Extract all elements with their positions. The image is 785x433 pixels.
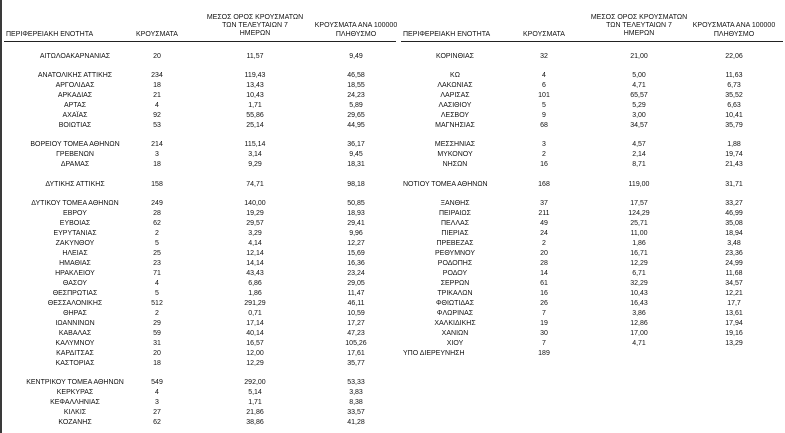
cases-cell: 59: [153, 330, 161, 337]
per100k-cell: 34,57: [725, 280, 743, 287]
avg-7day-cell: 25,14: [246, 122, 264, 129]
region-name-cell: ΥΠΟ ΔΙΕΡΕΥΝΗΣΗ: [403, 350, 465, 357]
table-row: [0, 52, 785, 61]
cases-cell: 4: [542, 72, 546, 79]
table-row: [0, 299, 785, 308]
per100k-cell: 41,28: [347, 419, 365, 426]
avg-7day-cell: 17,57: [630, 200, 648, 207]
avg-7day-cell: 40,14: [246, 330, 264, 337]
region-name-cell: ΘΗΡΑΣ: [63, 310, 87, 317]
region-name-cell: ΗΛΕΙΑΣ: [62, 250, 88, 257]
region-name-cell: ΣΕΡΡΩΝ: [440, 280, 470, 287]
table-row: [0, 209, 785, 218]
header-per100k-1-right: ΚΡΟΥΣΜΑΤΑ ΑΝΑ 100000: [692, 22, 776, 29]
cases-cell: 2: [542, 240, 546, 247]
per100k-cell: 18,94: [725, 230, 743, 237]
avg-7day-cell: 119,43: [244, 72, 266, 79]
region-name-cell: ΑΙΤΩΛΟΑΚΑΡΝΑΝΙΑΣ: [39, 53, 111, 60]
table-row: [0, 418, 785, 427]
per100k-cell: 29,65: [347, 112, 365, 119]
avg-7day-cell: 5,14: [248, 389, 262, 396]
per100k-cell: 15,69: [347, 250, 365, 257]
cases-cell: 18: [153, 161, 161, 168]
avg-7day-cell: 65,57: [630, 92, 648, 99]
per100k-cell: 98,18: [347, 181, 365, 188]
region-name-cell: ΒΟΙΩΤΙΑΣ: [58, 122, 92, 129]
per100k-cell: 50,85: [347, 200, 365, 207]
per100k-cell: 24,23: [347, 92, 365, 99]
region-name-cell: ΚΟΡΙΝΘΙΑΣ: [436, 53, 474, 60]
cases-cell: 29: [153, 320, 161, 327]
table-row: [0, 279, 785, 288]
region-name-cell: ΕΥΡΥΤΑΝΙΑΣ: [53, 230, 97, 237]
region-name-cell: ΡΟΔΟΠΗΣ: [437, 260, 473, 267]
per100k-cell: 21,43: [725, 161, 743, 168]
avg-7day-cell: 25,71: [630, 220, 648, 227]
cases-cell: 158: [151, 181, 163, 188]
cases-cell: 5: [155, 290, 159, 297]
per100k-cell: 9,96: [349, 230, 363, 237]
per100k-cell: 47,23: [347, 330, 365, 337]
per100k-cell: 17,61: [347, 350, 365, 357]
per100k-cell: 29,05: [347, 280, 365, 287]
region-name-cell: ΔΥΤΙΚΟΥ ΤΟΜΕΑ ΑΘΗΝΩΝ: [31, 200, 119, 207]
per100k-cell: 6,73: [727, 82, 741, 89]
avg-7day-cell: 4,71: [632, 82, 646, 89]
region-name-cell: ΑΡΤΑΣ: [63, 102, 87, 109]
cases-cell: 20: [153, 53, 161, 60]
table-row: [0, 180, 785, 189]
region-name-cell: ΒΟΡΕΙΟΥ ΤΟΜΕΑ ΑΘΗΝΩΝ: [30, 141, 120, 148]
table-row: [0, 111, 785, 120]
cases-cell: 28: [540, 260, 548, 267]
region-name-cell: ΦΛΩΡΙΝΑΣ: [436, 310, 474, 317]
avg-7day-cell: 38,86: [246, 419, 264, 426]
avg-7day-cell: 74,71: [246, 181, 264, 188]
region-name-cell: ΧΙΟΥ: [446, 340, 464, 347]
avg-7day-cell: 1,86: [632, 240, 646, 247]
table-row: [0, 140, 785, 149]
cases-cell: 25: [153, 250, 161, 257]
table-row: [0, 329, 785, 338]
per100k-cell: 46,58: [347, 72, 365, 79]
avg-7day-cell: 4,71: [632, 340, 646, 347]
region-name-cell: ΠΙΕΡΙΑΣ: [441, 230, 469, 237]
avg-7day-cell: 34,57: [630, 122, 648, 129]
per100k-cell: 17,27: [347, 320, 365, 327]
header-region: ΠΕΡΙΦΕΡΕΙΑΚΗ ΕΝΟΤΗΤΑ: [6, 31, 94, 38]
region-name-cell: ΜΑΓΝΗΣΙΑΣ: [435, 122, 475, 129]
per100k-cell: 22,06: [725, 53, 743, 60]
cases-cell: 21: [153, 92, 161, 99]
cases-cell: 28: [153, 210, 161, 217]
region-name-cell: ΚΑΣΤΟΡΙΑΣ: [55, 360, 95, 367]
avg-7day-cell: 16,71: [630, 250, 648, 257]
per100k-cell: 105,26: [345, 340, 367, 347]
region-name-cell: ΕΒΡΟΥ: [63, 210, 87, 217]
per100k-cell: 33,57: [347, 409, 365, 416]
region-name-cell: ΜΕΣΣΗΝΙΑΣ: [434, 141, 476, 148]
avg-7day-cell: 5,00: [632, 72, 646, 79]
avg-7day-cell: 292,00: [244, 379, 266, 386]
table-row: [0, 269, 785, 278]
header-avg-3: ΗΜΕΡΩΝ: [239, 30, 271, 37]
per100k-cell: 12,27: [347, 240, 365, 247]
region-name-cell: ΚΑΡΔΙΤΣΑΣ: [56, 350, 94, 357]
avg-7day-cell: 4,14: [248, 240, 262, 247]
header-avg-1: ΜΕΣΟΣ ΟΡΟΣ ΚΡΟΥΣΜΑΤΩΝ: [206, 14, 304, 21]
per100k-cell: 23,36: [725, 250, 743, 257]
per100k-cell: 5,89: [349, 102, 363, 109]
per100k-cell: 18,31: [347, 161, 365, 168]
per100k-cell: 18,55: [347, 82, 365, 89]
cases-cell: 20: [153, 350, 161, 357]
avg-7day-cell: 140,00: [244, 200, 266, 207]
region-name-cell: ΑΧΑΪΑΣ: [62, 112, 88, 119]
region-name-cell: ΧΑΛΚΙΔΙΚΗΣ: [434, 320, 476, 327]
cases-cell: 6: [542, 82, 546, 89]
region-name-cell: ΚΕΝΤΡΙΚΟΥ ΤΟΜΕΑ ΑΘΗΝΩΝ: [26, 379, 124, 386]
per100k-cell: 11,47: [347, 290, 365, 297]
per100k-cell: 23,24: [347, 270, 365, 277]
header-per100k-1: ΚΡΟΥΣΜΑΤΑ ΑΝΑ 100000: [314, 22, 398, 29]
region-name-cell: ΘΕΣΠΡΩΤΙΑΣ: [52, 290, 98, 297]
region-name-cell: ΔΡΑΜΑΣ: [60, 161, 90, 168]
cases-cell: 26: [540, 300, 548, 307]
per100k-cell: 44,95: [347, 122, 365, 129]
avg-7day-cell: 8,71: [632, 161, 646, 168]
avg-7day-cell: 119,00: [628, 181, 650, 188]
cases-cell: 214: [151, 141, 163, 148]
cases-cell: 62: [153, 220, 161, 227]
region-name-cell: ΞΑΝΘΗΣ: [440, 200, 470, 207]
per100k-cell: 9,49: [349, 53, 363, 60]
avg-7day-cell: 14,14: [246, 260, 264, 267]
avg-7day-cell: 55,86: [246, 112, 264, 119]
per100k-cell: 3,83: [349, 389, 363, 396]
region-name-cell: ΘΕΣΣΑΛΟΝΙΚΗΣ: [47, 300, 103, 307]
cases-cell: 16: [540, 161, 548, 168]
table-row: [0, 249, 785, 258]
header-cases: ΚΡΟΥΣΜΑΤΑ: [136, 31, 178, 38]
avg-7day-cell: 10,43: [630, 290, 648, 297]
avg-7day-cell: 3,86: [632, 310, 646, 317]
region-name-cell: ΛΕΣΒΟΥ: [440, 112, 470, 119]
cases-cell: 14: [540, 270, 548, 277]
avg-7day-cell: 9,29: [248, 161, 262, 168]
region-name-cell: ΔΥΤΙΚΗΣ ΑΤΤΙΚΗΣ: [45, 181, 105, 188]
cases-cell: 18: [153, 360, 161, 367]
region-name-cell: ΑΡΚΑΔΙΑΣ: [57, 92, 93, 99]
region-name-cell: ΚΙΛΚΙΣ: [63, 409, 87, 416]
avg-7day-cell: 3,00: [632, 112, 646, 119]
region-name-cell: ΑΝΑΤΟΛΙΚΗΣ ΑΤΤΙΚΗΣ: [37, 72, 113, 79]
cases-cell: 168: [538, 181, 550, 188]
cases-cell: 512: [151, 300, 163, 307]
avg-7day-cell: 5,29: [632, 102, 646, 109]
cases-cell: 2: [155, 230, 159, 237]
table-row: [0, 199, 785, 208]
cases-cell: 3: [155, 399, 159, 406]
avg-7day-cell: 124,29: [628, 210, 650, 217]
cases-cell: 62: [153, 419, 161, 426]
cases-cell: 211: [538, 210, 550, 217]
cases-cell: 16: [540, 290, 548, 297]
header-avg-1-right: ΜΕΣΟΣ ΟΡΟΣ ΚΡΟΥΣΜΑΤΩΝ: [590, 14, 688, 21]
region-name-cell: ΗΜΑΘΙΑΣ: [59, 260, 91, 267]
cases-cell: 7: [542, 310, 546, 317]
per100k-cell: 13,61: [725, 310, 743, 317]
cases-cell: 3: [542, 141, 546, 148]
cases-cell: 49: [540, 220, 548, 227]
cases-cell: 37: [540, 200, 548, 207]
table-row: [0, 398, 785, 407]
region-name-cell: ΠΡΕΒΕΖΑΣ: [436, 240, 474, 247]
avg-7day-cell: 12,00: [246, 350, 264, 357]
avg-7day-cell: 3,29: [248, 230, 262, 237]
avg-7day-cell: 16,43: [630, 300, 648, 307]
per100k-cell: 11,68: [725, 270, 743, 277]
table-row: [0, 339, 785, 348]
region-name-cell: ΚΩ: [450, 72, 460, 79]
right-header-rule: [401, 41, 783, 42]
per100k-cell: 10,41: [725, 112, 743, 119]
region-name-cell: ΕΥΒΟΙΑΣ: [59, 220, 91, 227]
table-row: [0, 408, 785, 417]
cases-cell: 61: [540, 280, 548, 287]
per100k-cell: 46,11: [347, 300, 365, 307]
per100k-cell: 8,38: [349, 399, 363, 406]
per100k-cell: 11,63: [725, 72, 743, 79]
region-name-cell: ΝΟΤΙΟΥ ΤΟΜΕΑ ΑΘΗΝΩΝ: [403, 181, 488, 188]
per100k-cell: 24,99: [725, 260, 743, 267]
avg-7day-cell: 10,43: [246, 92, 264, 99]
table-row: [0, 81, 785, 90]
cases-cell: 31: [153, 340, 161, 347]
region-name-cell: ΧΑΝΙΩΝ: [441, 330, 469, 337]
cases-cell: 20: [540, 250, 548, 257]
region-name-cell: ΡΟΔΟΥ: [442, 270, 468, 277]
avg-7day-cell: 12,29: [630, 260, 648, 267]
per100k-cell: 1,88: [727, 141, 741, 148]
avg-7day-cell: 11,00: [630, 230, 648, 237]
table-row: [0, 349, 785, 358]
region-name-cell: ΠΕΙΡΑΙΩΣ: [439, 210, 471, 217]
table-row: [0, 229, 785, 238]
avg-7day-cell: 3,14: [248, 151, 262, 158]
cases-cell: 68: [540, 122, 548, 129]
per100k-cell: 46,99: [725, 210, 743, 217]
avg-7day-cell: 16,57: [246, 340, 264, 347]
table-row: [0, 71, 785, 80]
cases-cell: 9: [542, 112, 546, 119]
region-name-cell: ΚΑΒΑΛΑΣ: [58, 330, 92, 337]
per100k-cell: 35,08: [725, 220, 743, 227]
cases-cell: 71: [153, 270, 161, 277]
per100k-cell: 35,79: [725, 122, 743, 129]
table-row: [0, 309, 785, 318]
table-row: [0, 150, 785, 159]
avg-7day-cell: 17,00: [630, 330, 648, 337]
avg-7day-cell: 12,29: [246, 360, 264, 367]
avg-7day-cell: 115,14: [244, 141, 266, 148]
avg-7day-cell: 12,86: [630, 320, 648, 327]
per100k-cell: 13,29: [725, 340, 743, 347]
left-header-rule: [4, 41, 396, 42]
per100k-cell: 31,71: [725, 181, 743, 188]
region-name-cell: ΤΡΙΚΑΛΩΝ: [437, 290, 473, 297]
region-name-cell: ΛΑΣΙΘΙΟΥ: [438, 102, 472, 109]
avg-7day-cell: 13,43: [246, 82, 264, 89]
avg-7day-cell: 21,00: [630, 53, 648, 60]
avg-7day-cell: 11,57: [246, 53, 264, 60]
table-row: [0, 121, 785, 130]
avg-7day-cell: 21,86: [246, 409, 264, 416]
header-per100k-2: ΠΛΗΘΥΣΜΟ: [335, 31, 377, 38]
table-row: [0, 101, 785, 110]
per100k-cell: 36,17: [347, 141, 365, 148]
region-name-cell: ΠΕΛΛΑΣ: [440, 220, 470, 227]
region-name-cell: ΝΗΣΩΝ: [442, 161, 468, 168]
table-row: [0, 378, 785, 387]
cases-cell: 189: [538, 350, 550, 357]
cases-cell: 4: [155, 102, 159, 109]
avg-7day-cell: 43,43: [246, 270, 264, 277]
per100k-cell: 35,52: [725, 92, 743, 99]
per100k-cell: 17,94: [725, 320, 743, 327]
region-name-cell: ΗΡΑΚΛΕΙΟΥ: [55, 270, 95, 277]
region-name-cell: ΖΑΚΥΝΘΟΥ: [55, 240, 95, 247]
cases-cell: 234: [151, 72, 163, 79]
cases-cell: 32: [540, 53, 548, 60]
avg-7day-cell: 4,57: [632, 141, 646, 148]
per100k-cell: 17,7: [727, 300, 741, 307]
avg-7day-cell: 2,14: [632, 151, 646, 158]
region-name-cell: ΚΑΛΥΜΝΟΥ: [55, 340, 95, 347]
table-row: [0, 289, 785, 298]
cases-cell: 7: [542, 340, 546, 347]
region-name-cell: ΜΥΚΟΝΟΥ: [437, 151, 473, 158]
avg-7day-cell: 0,71: [248, 310, 262, 317]
per100k-cell: 33,27: [725, 200, 743, 207]
cases-cell: 18: [153, 82, 161, 89]
per100k-cell: 10,59: [347, 310, 365, 317]
header-avg-3-right: ΗΜΕΡΩΝ: [623, 30, 655, 37]
avg-7day-cell: 17,14: [246, 320, 264, 327]
per100k-cell: 12,21: [725, 290, 743, 297]
cases-cell: 549: [151, 379, 163, 386]
cases-cell: 2: [542, 151, 546, 158]
region-name-cell: ΘΑΣΟΥ: [62, 280, 88, 287]
cases-cell: 19: [540, 320, 548, 327]
per100k-cell: 16,36: [347, 260, 365, 267]
table-row: [0, 239, 785, 248]
header-avg-2: ΤΩΝ ΤΕΛΕΥΤΑΙΩΝ 7: [222, 22, 288, 29]
avg-7day-cell: 1,86: [248, 290, 262, 297]
cases-cell: 4: [155, 389, 159, 396]
region-name-cell: ΙΩΑΝΝΙΝΩΝ: [55, 320, 95, 327]
region-name-cell: ΦΘΙΩΤΙΔΑΣ: [435, 300, 475, 307]
per100k-cell: 3,48: [727, 240, 741, 247]
table-row: [0, 388, 785, 397]
region-name-cell: ΛΑΡΙΣΑΣ: [440, 92, 470, 99]
per100k-cell: 53,33: [347, 379, 365, 386]
region-name-cell: ΚΟΖΑΝΗΣ: [58, 419, 92, 426]
avg-7day-cell: 6,71: [632, 270, 646, 277]
per100k-cell: 19,74: [725, 151, 743, 158]
cases-cell: 27: [153, 409, 161, 416]
cases-cell: 24: [540, 230, 548, 237]
header-avg-2-right: ΤΩΝ ΤΕΛΕΥΤΑΙΩΝ 7: [606, 22, 672, 29]
region-name-cell: ΚΕΡΚΥΡΑΣ: [56, 389, 94, 396]
table-row: [0, 160, 785, 169]
cases-cell: 2: [155, 310, 159, 317]
avg-7day-cell: 29,57: [246, 220, 264, 227]
header-per100k-2-right: ΠΛΗΘΥΣΜΟ: [713, 31, 755, 38]
cases-cell: 92: [153, 112, 161, 119]
cases-cell: 5: [155, 240, 159, 247]
table-row: [0, 259, 785, 268]
per100k-cell: 19,16: [725, 330, 743, 337]
avg-7day-cell: 1,71: [248, 399, 262, 406]
cases-cell: 53: [153, 122, 161, 129]
table-row: [0, 359, 785, 368]
avg-7day-cell: 1,71: [248, 102, 262, 109]
per100k-cell: 35,77: [347, 360, 365, 367]
cases-cell: 249: [151, 200, 163, 207]
region-name-cell: ΑΡΓΟΛΙΔΑΣ: [55, 82, 95, 89]
avg-7day-cell: 19,29: [246, 210, 264, 217]
header-region-right: ΠΕΡΙΦΕΡΕΙΑΚΗ ΕΝΟΤΗΤΑ: [403, 31, 491, 38]
cases-cell: 4: [155, 280, 159, 287]
cases-cell: 5: [542, 102, 546, 109]
avg-7day-cell: 32,29: [630, 280, 648, 287]
region-name-cell: ΡΕΘΥΜΝΟΥ: [434, 250, 475, 257]
region-name-cell: ΚΕΦΑΛΛΗΝΙΑΣ: [50, 399, 100, 406]
header-cases-right: ΚΡΟΥΣΜΑΤΑ: [523, 31, 565, 38]
per100k-cell: 29,41: [347, 220, 365, 227]
region-name-cell: ΛΑΚΩΝΙΑΣ: [437, 82, 473, 89]
per100k-cell: 9,45: [349, 151, 363, 158]
avg-7day-cell: 6,86: [248, 280, 262, 287]
table-row: [0, 91, 785, 100]
cases-cell: 101: [538, 92, 550, 99]
per100k-cell: 6,63: [727, 102, 741, 109]
avg-7day-cell: 291,29: [244, 300, 266, 307]
region-name-cell: ΓΡΕΒΕΝΩΝ: [56, 151, 94, 158]
per100k-cell: 18,93: [347, 210, 365, 217]
cases-cell: 3: [155, 151, 159, 158]
cases-cell: 30: [540, 330, 548, 337]
cases-cell: 23: [153, 260, 161, 267]
table-row: [0, 219, 785, 228]
table-row: [0, 319, 785, 328]
avg-7day-cell: 12,14: [246, 250, 264, 257]
